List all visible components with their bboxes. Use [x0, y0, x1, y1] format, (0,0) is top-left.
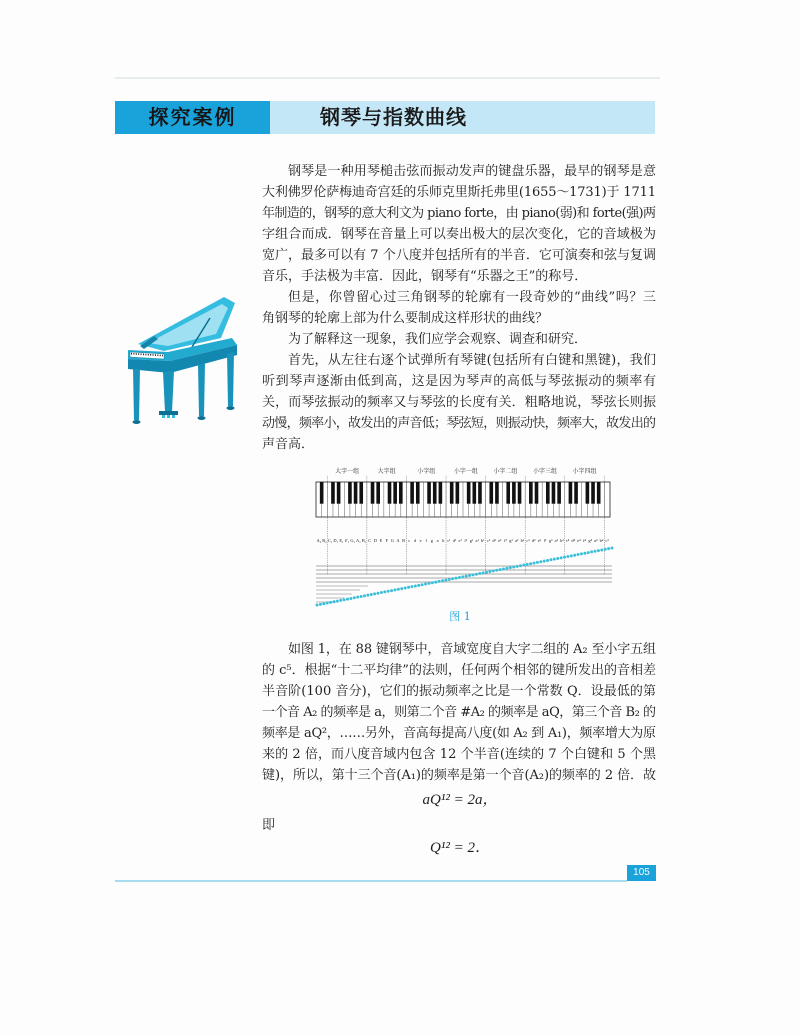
pitch-dot [322, 602, 325, 605]
text-line: 角钢琴的轮廓上部为什么要制成这样形状的曲线？ [262, 311, 549, 326]
text-line: 键)，所以，第十三个音(A₁)的频率是第一个音(A₂)的频率的 2 倍．故 [262, 768, 656, 783]
octave-group-label: 小字一组 [453, 468, 478, 475]
pitch-dot [448, 578, 451, 581]
pitch-dot [597, 549, 600, 552]
pitch-dot [482, 571, 485, 574]
piano-pedal [172, 415, 175, 418]
text-line: 听到琴声逐渐由低到高，这是因为琴声的高低与琴弦振动的频率有 [262, 374, 657, 389]
note-name: A [396, 538, 400, 543]
text-line: 一个音 A₂ 的频率是 a，则第二个音 #A₂ 的频率是 aQ，第三个音 B₂ 的 [262, 705, 656, 720]
note-name: g¹ [469, 538, 474, 543]
text-line: 关，而琴弦振动的频率又与琴弦的长度有关．粗略地说，琴弦长则振 [262, 395, 657, 410]
black-key [348, 482, 352, 504]
pitch-dot [444, 579, 447, 582]
text-line: 宽广，最多可以有 7 个八度并包括所有的半音．它可演奏和弦与复调 [262, 248, 657, 263]
pitch-dot [543, 560, 546, 563]
pitch-dot [553, 558, 556, 561]
note-name: B [402, 538, 406, 543]
note-name: c⁵ [605, 538, 609, 543]
pitch-dot [485, 571, 488, 574]
pitch-dot [502, 567, 505, 570]
note-name: b⁴ [599, 538, 604, 543]
black-key [376, 482, 380, 504]
note-names [316, 538, 609, 543]
figure-caption: 图 1 [449, 610, 471, 623]
note-name: a¹ [475, 538, 479, 543]
black-key [456, 482, 460, 504]
note-name: e³ [537, 538, 541, 543]
black-key [399, 482, 403, 504]
pitch-dot [611, 547, 614, 550]
pitch-dot [471, 573, 474, 576]
note-name: G₁ [350, 538, 356, 543]
pitch-dot [522, 564, 525, 567]
piano-pedal-lyre [163, 371, 174, 412]
pitch-dot [407, 586, 410, 589]
note-name: e [419, 538, 422, 543]
pitch-dot [488, 570, 491, 573]
note-name: c¹ [447, 538, 451, 543]
piano-caster [198, 416, 206, 420]
pitch-dot [499, 568, 502, 571]
pitch-dot [587, 551, 590, 554]
octave-group-label: 大字组 [377, 468, 396, 475]
black-key [546, 482, 550, 504]
black-key [337, 482, 341, 504]
note-name: g² [509, 538, 513, 543]
pitch-dots [316, 547, 614, 607]
pitch-dot [594, 550, 597, 553]
note-name: B₁ [361, 538, 367, 543]
pitch-dot [580, 552, 583, 555]
note-name: C₁ [327, 538, 333, 543]
pitch-dot [468, 574, 471, 577]
equation-1: aQ¹² = 2a， [422, 792, 498, 808]
black-key [535, 482, 539, 504]
pitch-dot [458, 576, 461, 579]
black-key [371, 482, 375, 504]
pitch-dot [387, 590, 390, 593]
black-key [467, 482, 471, 504]
pitch-dot [529, 562, 532, 565]
text-line: 字组合而成．钢琴在音量上可以奏出极大的层次变化，它的音域极为 [262, 227, 657, 242]
note-name: D [373, 538, 377, 543]
pitch-dot [604, 548, 607, 551]
pitch-dot [570, 554, 573, 557]
pitch-dot [326, 602, 329, 605]
note-name: f [425, 538, 427, 543]
pitch-dot [451, 577, 454, 580]
pitch-dot [600, 548, 603, 551]
pitch-dot [383, 590, 386, 593]
note-name: a² [515, 538, 519, 543]
piano-leg [198, 363, 205, 416]
pitch-dot [390, 589, 393, 592]
note-name: d¹ [452, 538, 457, 543]
piano-leg [227, 352, 234, 406]
pitch-dot [563, 556, 566, 559]
pitch-dot [526, 563, 529, 566]
pitch-dot [373, 592, 376, 595]
note-name: e² [498, 538, 502, 543]
pitch-dot [577, 553, 580, 556]
black-key [506, 482, 510, 504]
octave-group-label: 大字一组 [335, 468, 360, 475]
note-name: b¹ [481, 538, 485, 543]
text-line: 音乐，手法极为丰富．因此，钢琴有“乐器之王”的称号． [262, 269, 588, 284]
note-name: g⁴ [588, 538, 593, 543]
black-key [557, 482, 561, 504]
piano-caster [133, 420, 141, 424]
pitch-dot [404, 586, 407, 589]
text-line: 半音阶(100 音分)，它们的振动频率之比是一个常数 Q．设最低的第 [262, 684, 657, 699]
note-name: A₁ [356, 538, 361, 543]
pitch-dot [455, 577, 458, 580]
pitch-dot [492, 569, 495, 572]
pitch-dot [516, 565, 519, 568]
pitch-dot [549, 558, 552, 561]
black-key [586, 482, 590, 504]
black-key [388, 482, 392, 504]
black-key [359, 482, 363, 504]
note-name: C [368, 538, 372, 543]
note-name: f² [504, 538, 507, 543]
pitch-dot [363, 594, 366, 597]
pitch-dot [590, 550, 593, 553]
section-tag: 探究案例 [115, 101, 270, 134]
note-name: f¹ [464, 538, 468, 543]
pitch-dot [417, 584, 420, 587]
text-line: 年制造的，钢琴的意大利文为 piano forte，由 piano(弱)和 forte(强)两 [262, 206, 656, 221]
pitch-dot [566, 555, 569, 558]
text-line: 来的 2 倍，而八度音域内包含 12 个半音(连续的 7 个白键和 5 个黑 [262, 747, 657, 762]
note-name: d⁴ [571, 538, 576, 543]
pitch-dot [360, 595, 363, 598]
pitch-dot [573, 554, 576, 557]
octave-group-label: 小字二组 [493, 468, 518, 475]
black-key [591, 482, 595, 504]
black-key [320, 482, 324, 504]
pitch-dot [353, 596, 356, 599]
note-name: a⁴ [594, 538, 598, 543]
black-key [495, 482, 499, 504]
equation-connector: 即 [262, 818, 276, 833]
piano-leg [133, 369, 140, 420]
black-key [331, 482, 335, 504]
black-key [410, 482, 414, 504]
black-key [439, 482, 443, 504]
pitch-dot [478, 572, 481, 575]
black-key [597, 482, 601, 504]
pitch-dot [393, 588, 396, 591]
pitch-dot [349, 597, 352, 600]
piano-pedal-base [159, 411, 178, 415]
section-title: 钢琴与指数曲线 [320, 105, 467, 129]
text-line: 频率是 aQ²，……另外，音高每提高八度(如 A₂ 到 A₁)，频率增大为原 [262, 726, 656, 741]
black-key [433, 482, 437, 504]
pitch-dot [370, 593, 373, 596]
note-name: g [430, 538, 434, 543]
octave-group-labels [335, 467, 596, 475]
note-name: d [413, 538, 417, 543]
black-key [489, 482, 493, 504]
pitch-dot [509, 566, 512, 569]
note-name: a³ [554, 538, 558, 543]
pitch-dot [410, 585, 413, 588]
piano-lid-highlight [148, 304, 228, 346]
note-name: c⁴ [565, 538, 570, 543]
pitch-dot [539, 560, 542, 563]
text-line: 如图 1，在 88 键钢琴中，音域宽度自大字二组的 A₂ 至小字五组 [288, 642, 656, 657]
pitch-dot [343, 598, 346, 601]
pitch-dot [519, 564, 522, 567]
pitch-dot [400, 587, 403, 590]
black-key [472, 482, 476, 504]
text-line: 但是，你曾留心过三角钢琴的轮廓有一段奇妙的“曲线”吗？三 [288, 290, 657, 305]
pitch-dot [366, 594, 369, 597]
octave-group-label: 小字组 [417, 468, 436, 475]
piano-pedal [167, 415, 170, 418]
note-name: d³ [531, 538, 536, 543]
pitch-dot [397, 588, 400, 591]
pitch-dot [546, 559, 549, 562]
pitch-dot [414, 585, 417, 588]
octave-group-label: 小字四组 [572, 468, 597, 475]
pitch-dot [495, 569, 498, 572]
note-name: d² [492, 538, 496, 543]
black-key [569, 482, 573, 504]
black-key [574, 482, 578, 504]
pitch-dot [533, 562, 536, 565]
pitch-dot [607, 547, 610, 550]
pitch-dot [339, 599, 342, 602]
pitch-dot [336, 600, 339, 603]
footer-rule [115, 880, 627, 882]
pitch-dot [556, 557, 559, 560]
black-key [393, 482, 397, 504]
pitch-dot [441, 579, 444, 582]
pitch-dot [431, 581, 434, 584]
pitch-dot [346, 598, 349, 601]
note-name: b [442, 538, 445, 543]
note-name: B₂ [322, 538, 327, 543]
note-name: E [379, 538, 383, 543]
piano-caster [227, 406, 235, 410]
black-key [354, 482, 358, 504]
pitch-dot [583, 552, 586, 555]
text-line: 声音高． [262, 437, 315, 452]
pitch-dot [438, 580, 441, 583]
note-name: F [385, 538, 388, 543]
section-title-bar [270, 101, 655, 134]
pitch-dot [380, 591, 383, 594]
note-name: D₁ [333, 538, 339, 543]
grand-piano-illustration [124, 294, 240, 436]
pitch-dot [329, 601, 332, 604]
text-line: 的 c⁵．根据“十二平均律”的法则，任何两个相邻的键所发出的音相差 [262, 663, 656, 678]
pitch-dot [377, 592, 380, 595]
black-key [518, 482, 522, 504]
note-name: g³ [548, 538, 553, 543]
pitch-dot [421, 583, 424, 586]
text-line: 首先，从左往右逐个试弹所有琴键(包括所有白键和黑键)，我们 [288, 353, 657, 368]
note-name: a [436, 538, 439, 543]
text-line: 大利佛罗伦萨梅迪奇宫廷的乐师克里斯托弗里(1655～1731)于 1711 [262, 185, 656, 200]
pitch-dot [536, 561, 539, 564]
note-name: c³ [526, 538, 530, 543]
page-number: 105 [627, 865, 656, 881]
note-name: A₂ [316, 538, 322, 543]
note-name: F₁ [345, 538, 350, 543]
black-key [478, 482, 482, 504]
text-line: 为了解释这一现象，我们应学会观察、调查和研究． [288, 332, 588, 347]
note-name: c [408, 538, 411, 543]
black-key [416, 482, 420, 504]
note-name: e⁴ [577, 538, 581, 543]
black-key [450, 482, 454, 504]
pitch-dot [560, 556, 563, 559]
note-name: G [390, 538, 394, 543]
note-name: c² [486, 538, 491, 543]
note-name: b² [520, 538, 525, 543]
pitch-dot [424, 583, 427, 586]
pitch-dot [319, 603, 322, 606]
pitch-dot [427, 582, 430, 585]
note-name: e¹ [458, 538, 462, 543]
pitch-dot [465, 575, 468, 578]
black-key [512, 482, 516, 504]
pitch-dot [461, 575, 464, 578]
black-key [552, 482, 556, 504]
piano-pedal [162, 415, 165, 418]
pitch-dot [332, 600, 335, 603]
pitch-dot [475, 573, 478, 576]
note-name: b³ [560, 538, 564, 543]
piano-keyboard-figure [300, 462, 630, 614]
equation-2: Q¹² = 2． [430, 840, 490, 856]
black-key [427, 482, 431, 504]
note-name: f³ [543, 538, 547, 543]
pitch-dot [434, 581, 437, 584]
note-name: E₁ [339, 538, 344, 543]
black-key [529, 482, 533, 504]
piano-keyboard [316, 482, 610, 517]
note-name: f⁴ [583, 538, 587, 543]
text-line: 钢琴是一种用琴槌击弦而振动发声的键盘乐器，最早的钢琴是意 [288, 164, 657, 179]
top-rule [115, 77, 660, 79]
pitch-dot [512, 566, 515, 569]
text-line: 动慢，频率小，故发出的声音低；琴弦短，则振动快，频率大，故发出的 [262, 416, 656, 431]
pitch-dot [356, 596, 359, 599]
octave-group-label: 小字三组 [532, 468, 557, 475]
pitch-dot [505, 567, 508, 570]
pitch-dot [316, 604, 319, 607]
